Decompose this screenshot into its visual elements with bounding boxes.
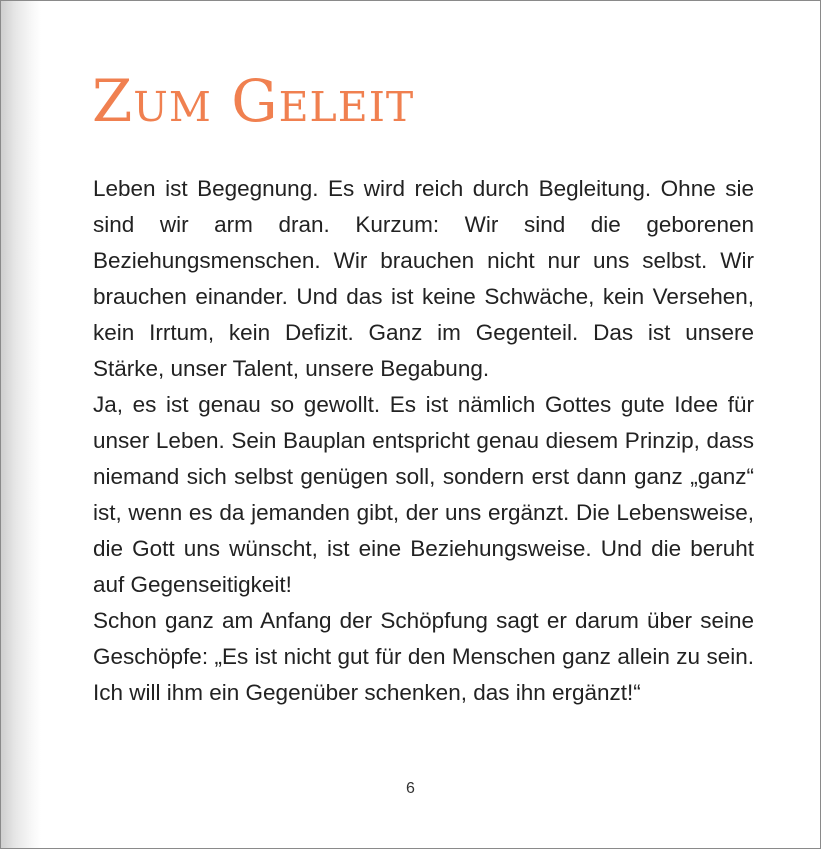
body-text xyxy=(93,171,754,711)
chapter-title: Zum Geleit xyxy=(92,67,415,135)
paragraph: Ja, es ist genau so gewollt. Es ist nämlich Gottes gute Idee für unser Leben. Sein Bauplan entspricht genau diesem Prinzip, dass niemand sich selbst genügen soll, sondern erst dann ganz „ganz“ ist, wenn es da jemanden gibt, der uns ergänzt. Die Lebensweise, die Gott uns wünscht, ist eine Beziehungsweise. Und die beruht auf Gegenseitigkeit! xyxy=(93,392,754,597)
paragraph: Schon ganz am Anfang der Schöpfung sagt er darum über seine Geschöpfe: „Es ist nicht gut für den Menschen ganz allein zu sein. Ich will ihm ein Gegenüber schenken, das ihn ergänzt!“ xyxy=(93,608,754,705)
spine-shadow xyxy=(1,1,41,848)
paragraph: Leben ist Begegnung. Es wird reich durch Begleitung. Ohne sie sind wir arm dran. Kurzum: Wir sind die geborenen Beziehungsmenschen. Wir brauchen nicht nur uns selbst. Wir brauchen einander. Und das ist keine Schwäche, kein Versehen, kein Irrtum, kein Defizit. Ganz im Gegenteil. Das ist unsere Stärke, unser Talent, unsere Begabung. xyxy=(93,176,754,381)
page-number: 6 xyxy=(406,780,415,797)
